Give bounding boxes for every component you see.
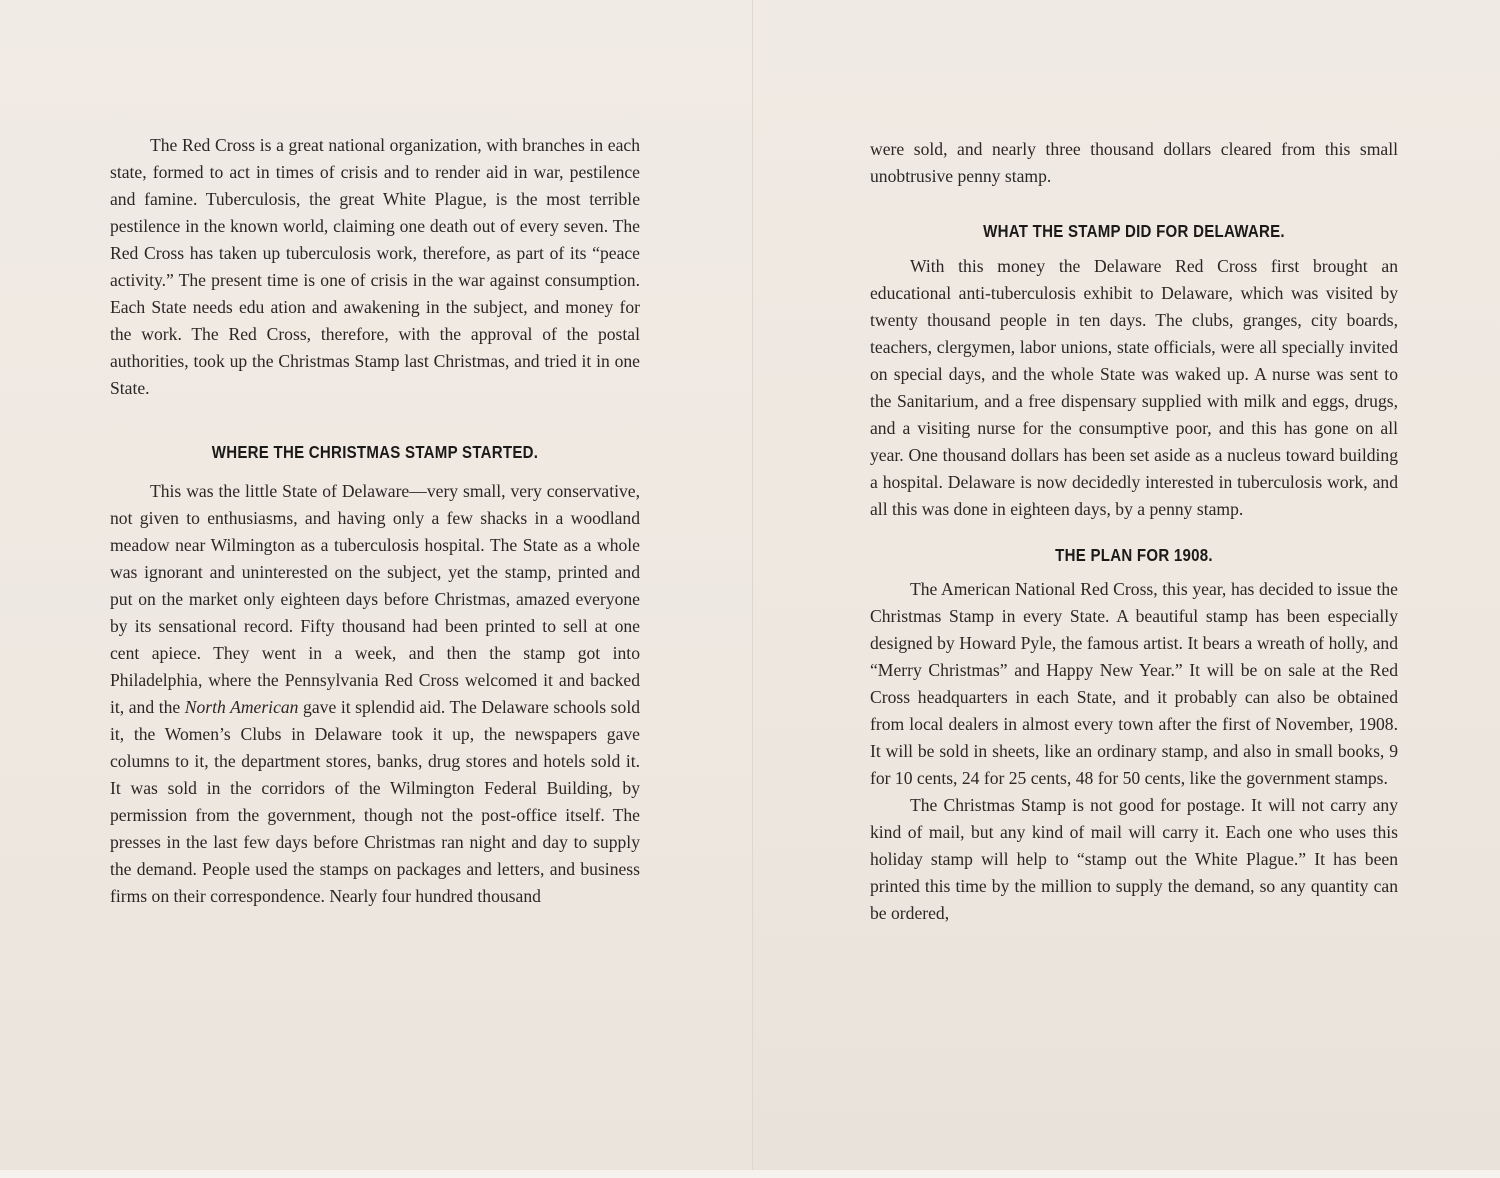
section-heading-plan-1908: THE PLAN FOR 1908.: [1055, 545, 1213, 565]
right-column: [870, 136, 1398, 927]
newspaper-title-italic: North American: [184, 697, 299, 717]
section-paragraph-postage-note: The Christmas Stamp is not good for postage. It will not carry any kind of mail, but any kind of mail will carry it. Each one who uses this holiday stamp will help to “stamp out the White Plague.” It has been printed this time by the million to supply the demand, so any quantity can be ordered,: [870, 795, 1398, 923]
paragraph-text-part-b: gave it splendid aid. The Delaware schools sold it, the Women’s Clubs in Delaware took it up, the newspapers gave columns to it, the department stores, banks, drug stores and hotels sold it. It was sold in the corridors of the Wilmington Federal Building, by permission from the government, though not the post-office itself. The presses in the last few days before Christmas ran night and day to supply the demand. People used the stamps on packages and letters, and business firms on their correspondence. Nearly four hundred thousand: [110, 697, 641, 906]
intro-paragraph: The Red Cross is a great national organization, with branches in each state, formed to act in times of crisis and to render aid in war, pestilence and famine. Tuberculosis, the great White Plague, is the most terrible pestilence in the known world, claiming one death out of every seven. The Red Cross has taken up tuberculosis work, therefore, as part of its “peace activity.” The present time is one of crisis in the war against consumption. Each State needs edu ation and awakening in the subject, and money for the work. The Red Cross, therefore, with the approval of the postal authorities, took up the Christmas Stamp last Christmas, and tried it in one State.: [110, 135, 640, 398]
section-paragraph-what-stamp-did: With this money the Delaware Red Cross first brought an educational anti-tuberculosis exhibit to Delaware, which was visited by twenty thousand people in ten days. The clubs, granges, city boards, teachers, clergymen, labor unions, state officials, were all specially invited on special days, and the whole State was waked up. A nurse was sent to the Sanitarium, and a free dispensary supplied with milk and eggs, drugs, and a visiting nurse for the consumptive poor, and this has gone on all year. One thousand dollars has been set aside as a nucleus toward building a hospital. Delaware is now decidedly interested in tuberculosis work, and all this was done in eighteen days, by a penny stamp.: [870, 256, 1398, 519]
left-page: [0, 0, 753, 1170]
left-column: [110, 132, 640, 910]
section-paragraph-where-started: [110, 478, 640, 910]
continuation-paragraph: were sold, and nearly three thousand dollars cleared from this small unobtrusive penny stamp.: [870, 139, 1398, 186]
section-heading-what-stamp-did: WHAT THE STAMP DID FOR DELAWARE.: [983, 221, 1285, 241]
section-heading-where-started: WHERE THE CHRISTMAS STAMP STARTED.: [211, 442, 539, 462]
paragraph-text-part-a: This was the little State of Delaware—very small, very conservative, not given to enthusiasms, and having only a few shacks in a woodland meadow near Wilmington as a tuberculosis hospital. The State as a whole was ignorant and uninterested on the subject, yet the stamp, printed and put on the market only eighteen days before Christmas, amazed everyone by its sensational record. Fifty thousand had been printed to sell at one cent apiece. They went in a week, and then the stamp got into Philadelphia, where the Pennsylvania Red Cross welcomed it and backed it, and the: [110, 481, 640, 717]
scan-bottom-edge: [0, 1170, 1500, 1178]
section-paragraph-plan-1908: The American National Red Cross, this year, has decided to issue the Christmas Stamp in every State. A beautiful stamp has been especially designed by Howard Pyle, the famous artist. It bears a wreath of holly, and “Merry Christmas” and Happy New Year.” It will be on sale at the Red Cross headquarters in each State, and it probably can also be obtained from local dealers in almost every town after the first of November, 1908. It will be sold in sheets, like an ordinary stamp, and also in small books, 9 for 10 cents, 24 for 25 cents, 48 for 50 cents, like the government stamps.: [870, 579, 1398, 788]
